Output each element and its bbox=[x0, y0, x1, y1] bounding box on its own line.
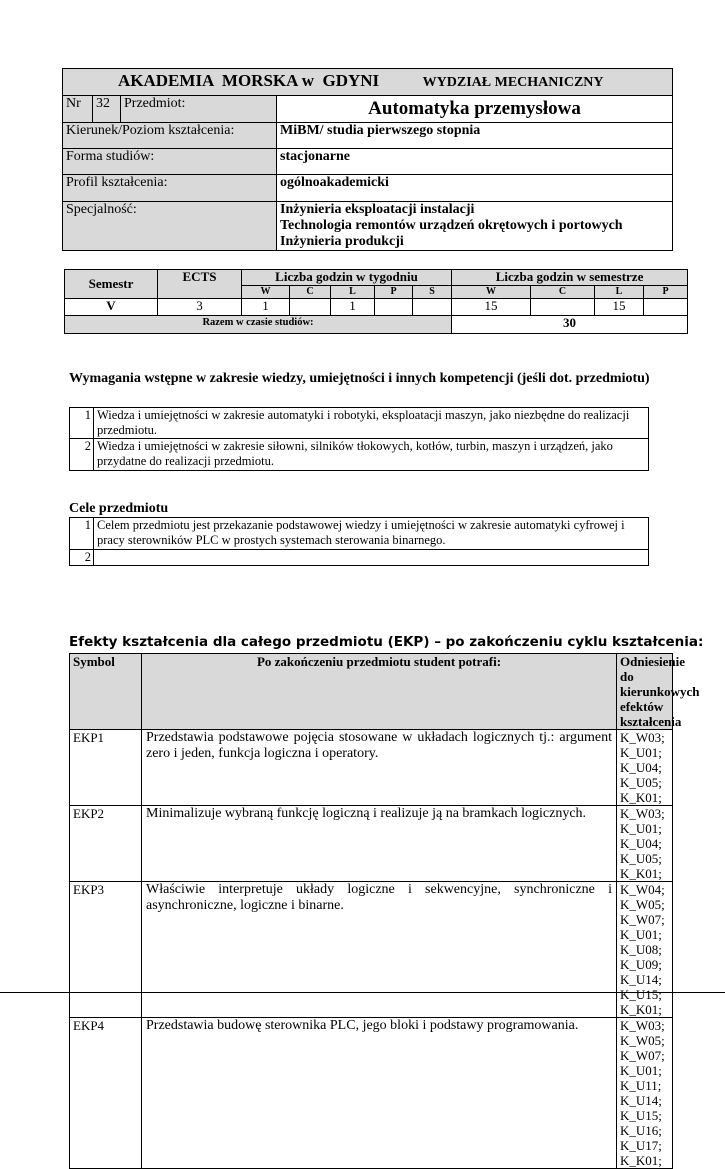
requirement-number: 2 bbox=[70, 439, 94, 471]
study-form-value: stacjonarne bbox=[277, 149, 673, 175]
ects-value: 3 bbox=[158, 299, 242, 316]
requirements-table bbox=[69, 407, 649, 471]
specialty-label: Specjalność: bbox=[63, 202, 277, 251]
semestr-header: Semestr bbox=[65, 270, 158, 299]
goal-text bbox=[94, 550, 649, 566]
outcome-reference: K_W03; K_U01; K_U04; K_U05; K_K01; bbox=[617, 730, 673, 806]
semester-col-l: L bbox=[595, 286, 644, 299]
subject-label: Przedmiot: bbox=[121, 96, 277, 123]
table-row bbox=[70, 518, 649, 550]
weekly-p-value bbox=[375, 299, 413, 316]
field-value: MiBM/ studia pierwszego stopnia bbox=[277, 123, 673, 149]
semester-col-p: P bbox=[644, 286, 688, 299]
table-row bbox=[70, 1018, 673, 1169]
study-form-label: Forma studiów: bbox=[63, 149, 277, 175]
specialty-item: Inżynieria eksploatacji instalacji bbox=[280, 202, 475, 217]
specialty-item: Inżynieria produkcji bbox=[280, 234, 404, 249]
semester-w-value: 15 bbox=[452, 299, 531, 316]
weekly-col-l: L bbox=[331, 286, 375, 299]
outcome-symbol: EKP1 bbox=[70, 730, 142, 806]
outcome-symbol: EKP2 bbox=[70, 806, 142, 882]
page-bottom-rule bbox=[0, 992, 725, 993]
faculty-name: WYDZIAŁ MECHANICZNY bbox=[422, 75, 604, 90]
weekly-c-value bbox=[290, 299, 331, 316]
table-row bbox=[70, 408, 649, 439]
semester-p-value bbox=[644, 299, 688, 316]
weekly-w-value: 1 bbox=[242, 299, 290, 316]
outcome-symbol: EKP4 bbox=[70, 1018, 142, 1169]
university-name: AKADEMIA MORSKA w GDYNI bbox=[118, 71, 380, 90]
semester-col-w: W bbox=[452, 286, 531, 299]
outcome-symbol: EKP3 bbox=[70, 882, 142, 1018]
goal-number: 1 bbox=[70, 518, 94, 550]
outcome-reference: K_W04; K_W05; K_W07; K_U01; K_U08; K_U09; K_U14; K_U15; K_K01; bbox=[617, 882, 673, 1018]
description-header: Po zakończeniu przedmiotu student potrafi: bbox=[142, 654, 617, 730]
ects-header: ECTS bbox=[158, 270, 242, 299]
weekly-s-value bbox=[413, 299, 452, 316]
requirements-heading: Wymagania wstępne w zakresie wiedzy, umiejętności i innych kompetencji (jeśli dot. przedmiotu) bbox=[69, 371, 650, 386]
institution-cell bbox=[63, 69, 673, 96]
reference-header: Odniesienie do kierunkowych efektów kształcenia bbox=[617, 654, 673, 730]
subject-name: Automatyka przemysłowa bbox=[277, 96, 673, 123]
requirement-text: Wiedza i umiejętności w zakresie siłowni, silników tłokowych, kotłów, turbin, maszyn i urządzeń, jako przydatne do realizacji przedmiotu. bbox=[94, 439, 649, 471]
semester-c-value bbox=[531, 299, 595, 316]
specialty-item: Technologia remontów urządzeń okrętowych i portowych bbox=[280, 218, 623, 233]
goals-heading: Cele przedmiotu bbox=[69, 501, 169, 516]
specialty-list bbox=[277, 202, 673, 251]
weekly-l-value: 1 bbox=[331, 299, 375, 316]
outcomes-heading: Efekty kształcenia dla całego przedmiotu (EKP) – po zakończeniu cyklu kształcenia: bbox=[69, 634, 704, 650]
field-label: Kierunek/Poziom kształcenia: bbox=[63, 123, 277, 149]
table-row bbox=[70, 550, 649, 566]
semester-hours-header: Liczba godzin w semestrze bbox=[452, 270, 688, 286]
weekly-col-p: P bbox=[375, 286, 413, 299]
semester-l-value: 15 bbox=[595, 299, 644, 316]
nr-label: Nr bbox=[63, 96, 93, 123]
weekly-col-w: W bbox=[242, 286, 290, 299]
symbol-header: Symbol bbox=[70, 654, 142, 730]
goal-text: Celem przedmiotu jest przekazanie podstawowej wiedzy i umiejętności w zakresie automatyki cyfrowej i pracy sterowników PLC w prostych systemach sterowania binarnego. bbox=[94, 518, 649, 550]
total-label: Razem w czasie studiów: bbox=[65, 316, 452, 334]
goals-table bbox=[69, 517, 649, 566]
outcome-reference: K_W03; K_W05; K_W07; K_U01; K_U11; K_U14; K_U15; K_U16; K_U17; K_K01; bbox=[617, 1018, 673, 1169]
table-row bbox=[70, 806, 673, 882]
semestr-value: V bbox=[65, 299, 158, 316]
weekly-col-s: S bbox=[413, 286, 452, 299]
weekly-col-c: C bbox=[290, 286, 331, 299]
profile-label: Profil kształcenia: bbox=[63, 175, 277, 202]
profile-value: ogólnoakademicki bbox=[277, 175, 673, 202]
outcome-reference: K_W03; K_U01; K_U04; K_U05; K_K01; bbox=[617, 806, 673, 882]
semester-table bbox=[64, 269, 688, 334]
requirement-text: Wiedza i umiejętności w zakresie automatyki i robotyki, eksploatacji maszyn, jako niezbędne do realizacji przedmiotu. bbox=[94, 408, 649, 439]
semester-col-c: C bbox=[531, 286, 595, 299]
outcome-description: Minimalizuje wybraną funkcję logiczną i realizuje ją na bramkach logicznych. bbox=[142, 806, 617, 882]
outcome-description: Przedstawia budowę sterownika PLC, jego bloki i podstawy programowania. bbox=[142, 1018, 617, 1169]
outcomes-table bbox=[69, 653, 700, 1169]
header-table bbox=[62, 68, 673, 251]
total-value: 30 bbox=[452, 316, 688, 334]
outcome-description: Właściwie interpretuje układy logiczne i sekwencyjne, synchroniczne i asynchroniczne, logiczne i binarne. bbox=[142, 882, 617, 1018]
nr-value: 32 bbox=[93, 96, 121, 123]
goal-number: 2 bbox=[70, 550, 94, 566]
table-row bbox=[70, 439, 649, 471]
weekly-hours-header: Liczba godzin w tygodniu bbox=[242, 270, 452, 286]
table-row bbox=[70, 730, 673, 806]
outcome-description: Przedstawia podstawowe pojęcia stosowane w układach logicznych tj.: argument zero i jeden, funkcja logiczna i operatory. bbox=[142, 730, 617, 806]
table-row bbox=[70, 882, 673, 1018]
requirement-number: 1 bbox=[70, 408, 94, 439]
